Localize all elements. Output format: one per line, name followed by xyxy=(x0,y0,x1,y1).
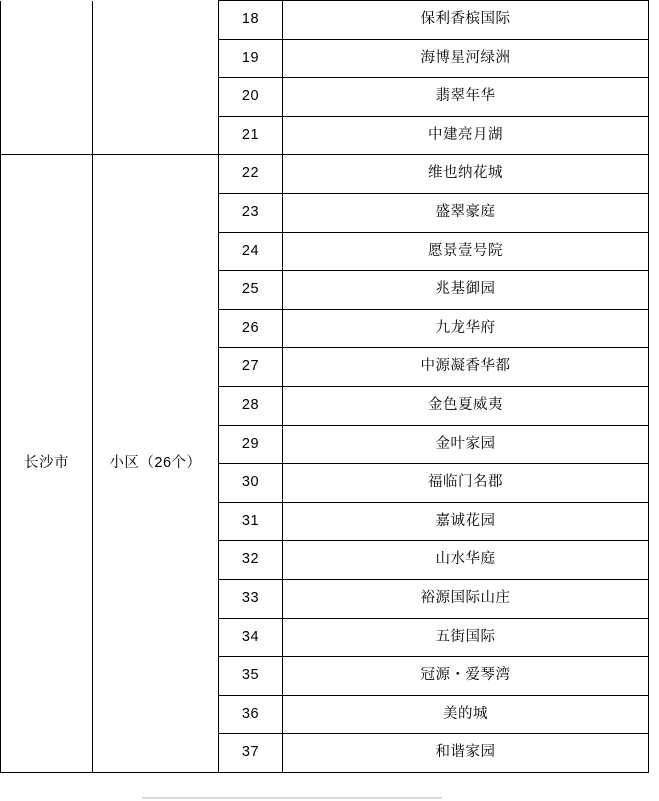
name-cell: 福临门名郡 xyxy=(283,464,649,503)
index-cell: 19 xyxy=(219,39,283,78)
name-cell: 中建亮月湖 xyxy=(283,116,649,155)
name-cell: 九龙华府 xyxy=(283,309,649,348)
name-cell: 翡翠年华 xyxy=(283,78,649,117)
name-cell: 中源凝香华都 xyxy=(283,348,649,387)
index-cell: 25 xyxy=(219,271,283,310)
name-cell: 山水华庭 xyxy=(283,541,649,580)
index-cell: 32 xyxy=(219,541,283,580)
index-cell: 30 xyxy=(219,464,283,503)
index-cell: 24 xyxy=(219,232,283,271)
index-cell: 31 xyxy=(219,502,283,541)
index-cell: 37 xyxy=(219,734,283,773)
category-cell: 小区（26个） xyxy=(93,155,219,773)
index-cell: 36 xyxy=(219,695,283,734)
name-cell: 保利香槟国际 xyxy=(283,1,649,40)
index-cell: 18 xyxy=(219,1,283,40)
name-cell: 冠源・爱琴湾 xyxy=(283,657,649,696)
name-cell: 海博星河绿洲 xyxy=(283,39,649,78)
city-cell: 长沙市 xyxy=(1,155,93,773)
index-cell: 27 xyxy=(219,348,283,387)
index-cell: 23 xyxy=(219,193,283,232)
city-cell-continued xyxy=(1,1,93,155)
name-cell: 兆基御园 xyxy=(283,271,649,310)
table-row xyxy=(1,155,649,194)
name-cell: 愿景壹号院 xyxy=(283,232,649,271)
name-cell: 美的城 xyxy=(283,695,649,734)
name-cell: 金色夏威夷 xyxy=(283,386,649,425)
name-cell: 和谐家园 xyxy=(283,734,649,773)
index-cell: 21 xyxy=(219,116,283,155)
index-cell: 20 xyxy=(219,78,283,117)
index-cell: 22 xyxy=(219,155,283,194)
index-cell: 29 xyxy=(219,425,283,464)
name-cell: 盛翠豪庭 xyxy=(283,193,649,232)
index-cell: 35 xyxy=(219,657,283,696)
table-row xyxy=(1,1,649,40)
index-cell: 33 xyxy=(219,579,283,618)
name-cell: 裕源国际山庄 xyxy=(283,579,649,618)
category-cell-continued xyxy=(93,1,219,155)
page-bottom-edge xyxy=(142,797,442,799)
name-cell: 金叶家园 xyxy=(283,425,649,464)
index-cell: 28 xyxy=(219,386,283,425)
name-cell: 嘉诚花园 xyxy=(283,502,649,541)
index-cell: 26 xyxy=(219,309,283,348)
name-cell: 五街国际 xyxy=(283,618,649,657)
index-cell: 34 xyxy=(219,618,283,657)
name-cell: 维也纳花城 xyxy=(283,155,649,194)
